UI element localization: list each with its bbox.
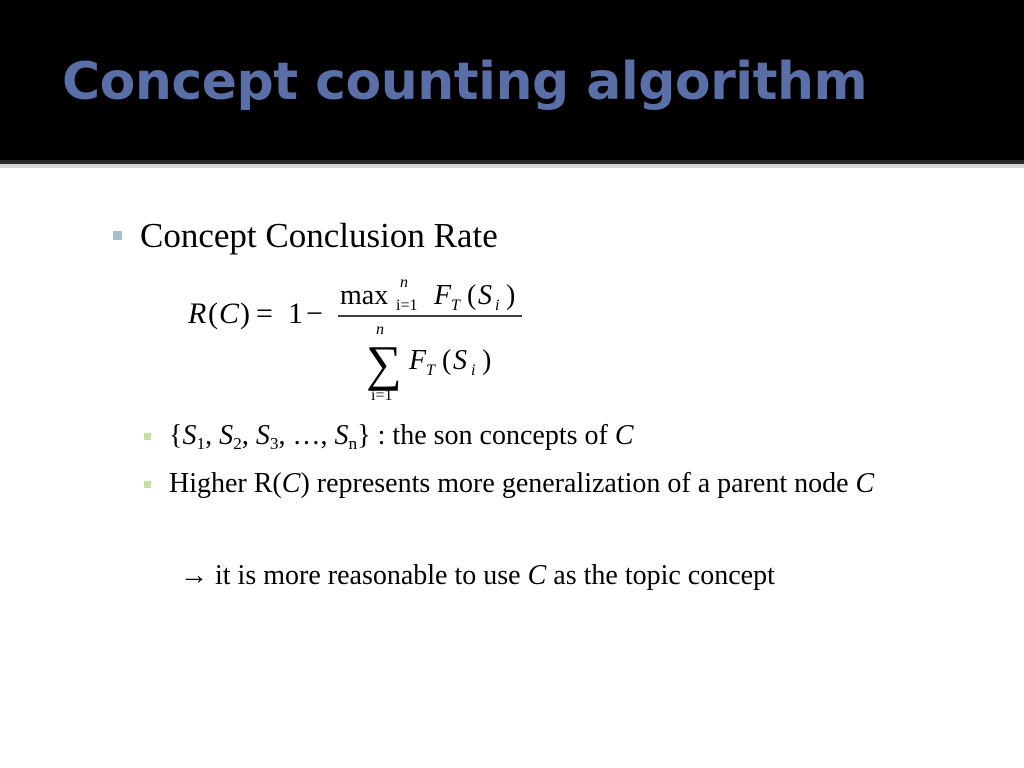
formula-num-close: ) [506,280,516,311]
ellipsis: , …, [278,420,335,451]
square-bullet-icon [113,231,122,240]
formula-sum-sign: ∑ [366,335,402,391]
arrow-line-text: it is more reasonable to use [208,560,528,591]
formula-lhs-c: C [219,297,240,330]
formula-lhs-r: R [188,297,207,330]
sub-bullet-text: : the son concepts of [370,420,615,451]
formula-num-max: max [340,280,389,311]
bullet-concept-conclusion-rate [140,216,498,256]
formula-num-upper: n [400,274,408,291]
formula-minus: − [306,297,323,330]
var-c: C [614,420,634,451]
formula-den-lower: i=1 [371,387,393,404]
set-open: { [169,420,183,451]
var-c: C [855,468,875,499]
formula-concept-conclusion-rate [188,272,548,407]
sn-subscript: n [348,433,358,453]
sub-bullet-prefix: Higher R( [169,468,282,499]
slide-title: Concept counting algorithm [62,52,868,112]
s2-subscript: 2 [233,433,242,453]
s3-subscript: 3 [269,433,279,453]
formula-den-upper: n [376,321,384,338]
arrow-line-text-end: as the topic concept [546,560,775,591]
formula-num-s: S [478,280,492,311]
formula-den-close: ) [482,345,492,376]
sn: S [334,420,349,451]
sub-bullet-son-concepts [169,416,634,456]
formula-lhs-close: ) [240,297,250,330]
comma: , [205,420,220,451]
s1-subscript: 1 [196,433,206,453]
sub-bullet-text: ) represents more generalization of a parent node [300,468,856,499]
comma: , [241,420,256,451]
formula-one: 1 [288,297,303,330]
formula-num-open: ( [467,280,477,311]
arrow-conclusion-line [180,556,775,596]
formula-den-t: T [426,362,435,379]
s2: S [219,420,234,451]
bullet-text: Concept Conclusion Rate [140,216,498,255]
formula-num-t: T [451,297,460,314]
formula-den-open: ( [442,345,452,376]
formula-den-s: S [453,345,467,376]
title-separator-light [0,164,1024,168]
formula-num-i: i [495,297,500,314]
formula-den-f: F [409,345,427,376]
formula-lhs-open: ( [208,297,218,330]
formula-num-lower: i=1 [396,297,418,314]
square-bullet-icon [144,481,151,488]
var-c: C [527,560,547,591]
formula-equals: = [256,297,273,330]
s1: S [182,420,197,451]
var-c: C [281,468,301,499]
formula-den-i: i [471,362,476,379]
right-arrow-icon: → [180,560,208,591]
sub-bullet-higher-r [169,464,959,504]
title-bar [0,0,1024,160]
set-close: } [357,420,371,451]
s3: S [255,420,270,451]
formula-num-f: F [434,280,452,311]
square-bullet-icon [144,433,151,440]
